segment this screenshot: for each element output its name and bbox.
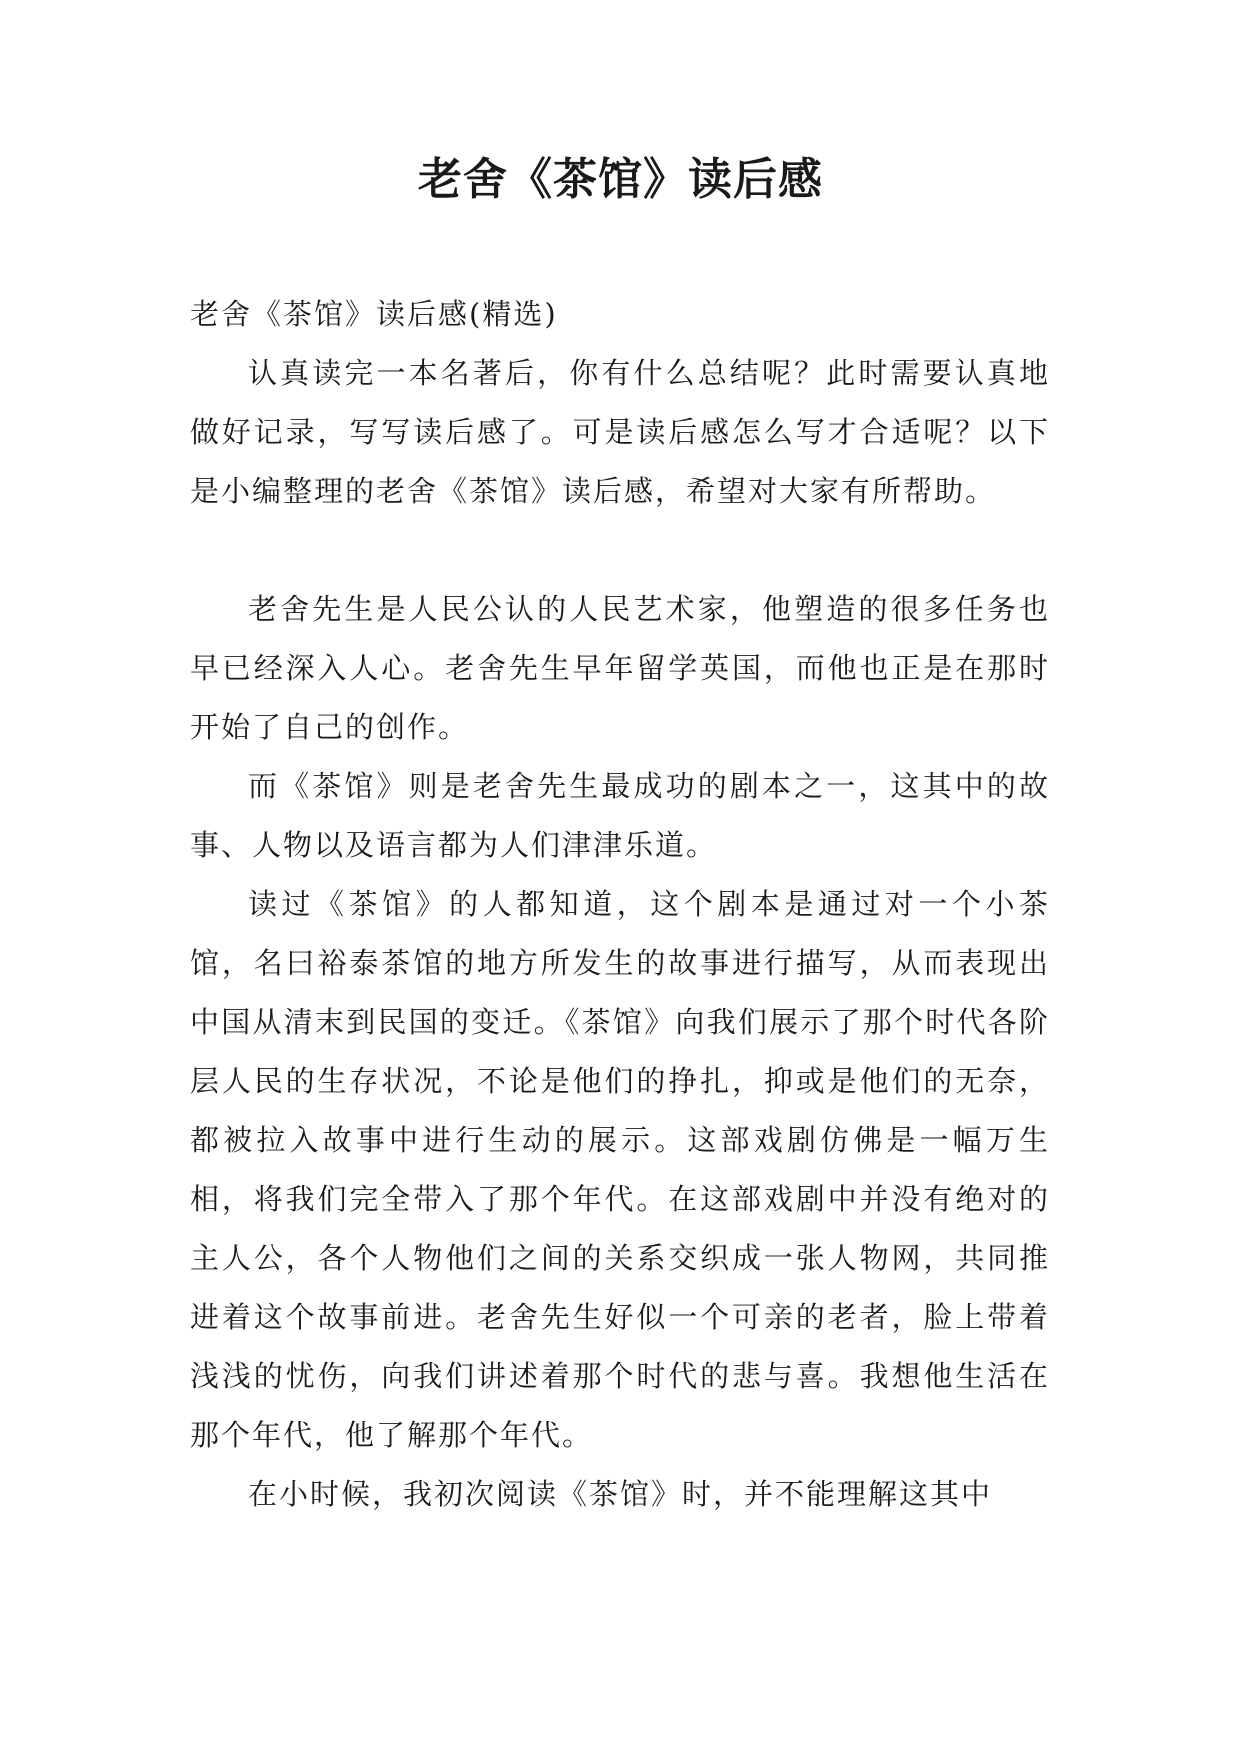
body-paragraph: 而《茶馆》则是老舍先生最成功的剧本之一，这其中的故事、人物以及语言都为人们津津乐道。 [190, 769, 1050, 862]
document-subtitle: 老舍《茶馆》读后感(精选) [190, 297, 558, 331]
body-paragraph: 老舍先生是人民公认的人民艺术家，他塑造的很多任务也早已经深入人心。老舍先生早年留学英国，而他也正是在那时开始了自己的创作。 [190, 592, 1050, 744]
body-paragraph: 读过《茶馆》的人都知道，这个剧本是通过对一个小茶馆，名曰裕泰茶馆的地方所发生的故事进行描写，从而表现出中国从清末到民国的变迁。《茶馆》向我们展示了那个时代各阶层人民的生存状况，不论是他们的挣扎，抑或是他们的无奈，都被拉入故事中进行生动的展示。这部戏剧仿佛是一幅万生相，将我们完全带入了那个年代。在这部戏剧中并没有绝对的主人公，各个人物他们之间的关系交织成一张人物网，共同推进着这个故事前进。老舍先生好似一个可亲的老者，脸上带着浅浅的忧伤，向我们讲述着那个时代的悲与喜。我想他生活在那个年代，他了解那个年代。 [190, 887, 1050, 1452]
document-title: 老舍《茶馆》读后感 [418, 154, 823, 205]
paragraph-spacer [190, 521, 1050, 580]
intro-paragraph: 认真读完一本名著后，你有什么总结呢？此时需要认真地做好记录，写写读后感了。可是读后感怎么写才合适呢？以下是小编整理的老舍《茶馆》读后感，希望对大家有所帮助。 [190, 356, 1050, 508]
document-body [190, 285, 1050, 1524]
body-paragraph: 在小时候，我初次阅读《茶馆》时，并不能理解这其中 [248, 1477, 993, 1511]
